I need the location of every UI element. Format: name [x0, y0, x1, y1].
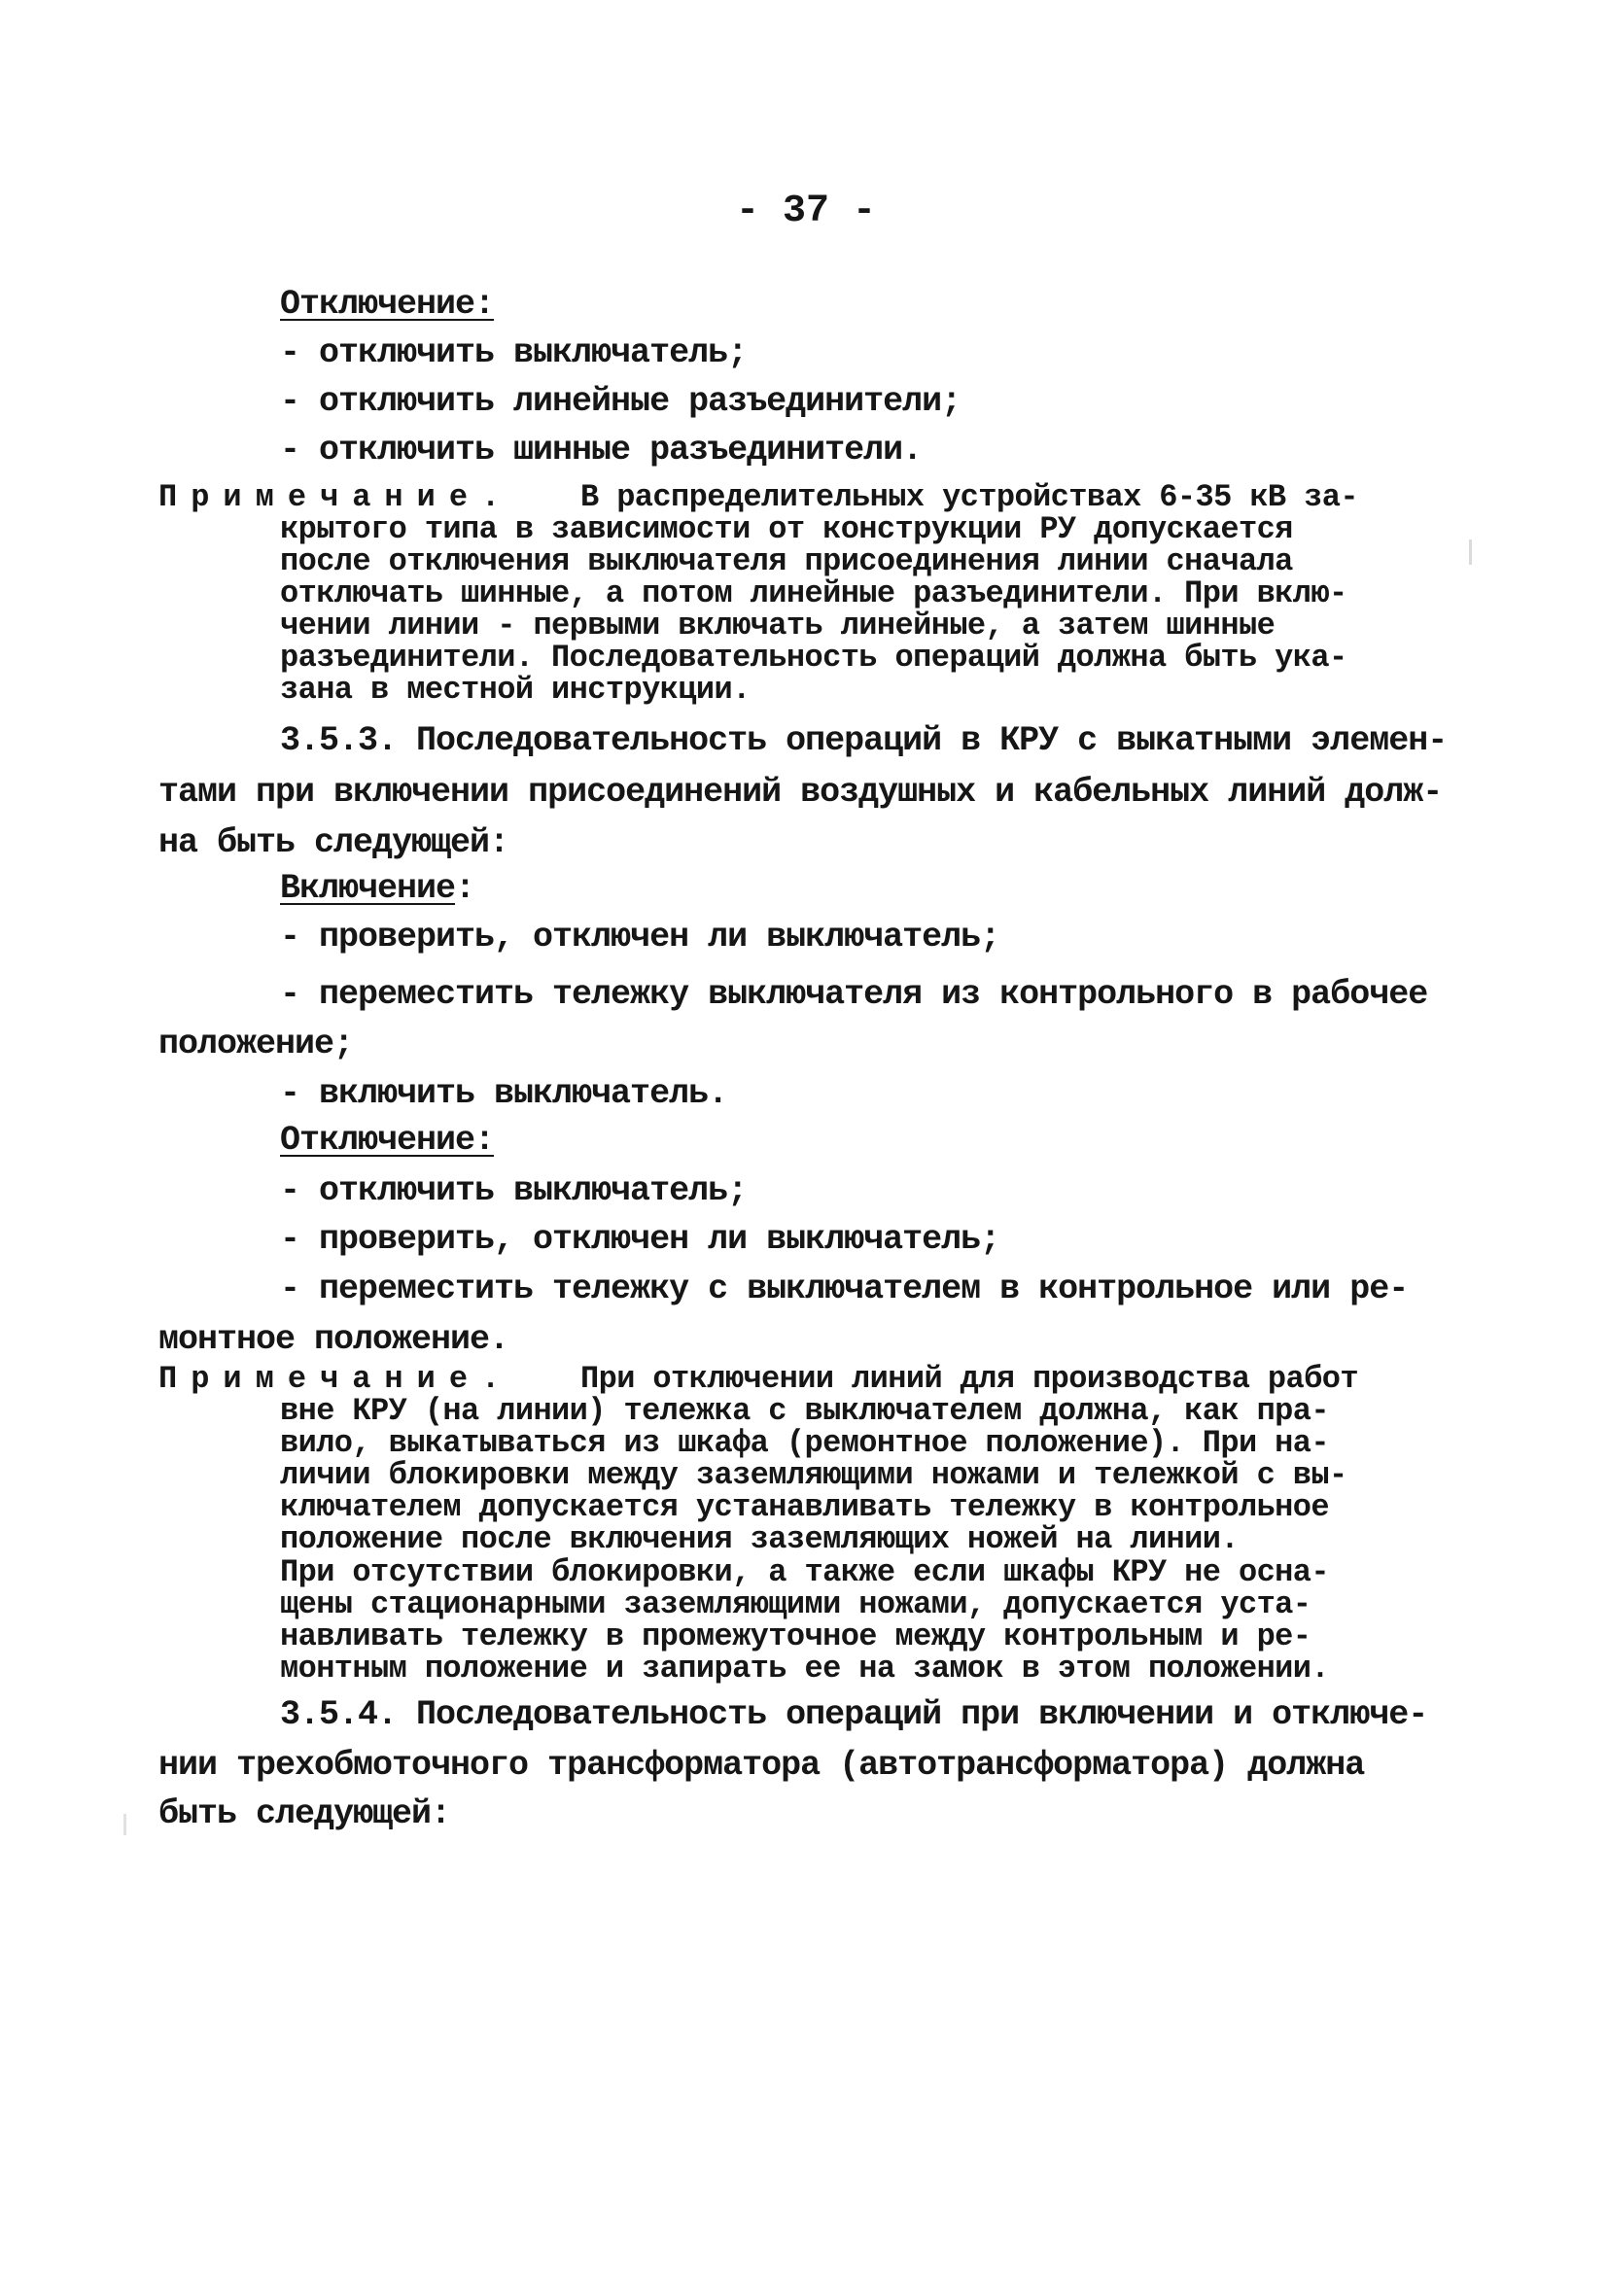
note-line: отключать шинные, а потом линейные разъединители. При вклю-	[280, 575, 1347, 611]
list-item: - отключить шинные разъединители.	[280, 431, 923, 470]
note-line: вне КРУ (на линии) тележка с выключателем должна, как пра-	[280, 1393, 1329, 1429]
list-item: - отключить линейные разъединители;	[280, 382, 961, 421]
heading-connect-text: Включение	[280, 869, 456, 908]
note-label: Примечание.	[158, 479, 514, 515]
note-line: вило, выкатываться из шкафа (ремонтное положение). При на-	[280, 1425, 1329, 1461]
page-number: - 37 -	[736, 190, 877, 233]
paragraph-line: на быть следующей:	[158, 823, 509, 862]
heading-disconnect-1: Отключение:	[280, 285, 495, 324]
paragraph-line: тами при включении присоединений воздушных и кабельных линий долж-	[158, 773, 1443, 812]
list-item: - отключить выключатель;	[280, 1171, 748, 1210]
heading-connect	[280, 869, 474, 908]
list-item: - проверить, отключен ли выключатель;	[280, 918, 1000, 957]
scan-mark	[123, 1814, 126, 1835]
note-line: ключателем допускается устанавливать тележку в контрольное	[280, 1489, 1329, 1525]
note-line: В распределительных устройствах 6-35 кВ за-	[580, 479, 1358, 515]
note-line: личии блокировки между заземляющими ножами и тележкой с вы-	[280, 1457, 1347, 1493]
note-line: разъединители. Последовательность операций должна быть ука-	[280, 640, 1347, 676]
note-line: При отключении линий для производства работ	[580, 1361, 1358, 1397]
note-line: щены стационарными заземляющими ножами, допускается уста-	[280, 1586, 1311, 1622]
paragraph-line: 3.5.3. Последовательность операций в КРУ с выкатными элемен-	[280, 721, 1448, 760]
list-item: - включить выключатель.	[280, 1074, 728, 1113]
list-item: - проверить, отключен ли выключатель;	[280, 1220, 1000, 1259]
paragraph-line: нии трехобмоточного трансформатора (автотрансформатора) должна	[158, 1746, 1365, 1785]
heading-connect-colon: :	[455, 869, 475, 908]
list-item: - отключить выключатель;	[280, 333, 748, 372]
scan-mark	[1469, 539, 1472, 565]
note-line: При отсутствии блокировки, а также если шкафы КРУ не осна-	[280, 1554, 1329, 1590]
note-line: после отключения выключателя присоединения линии сначала	[280, 543, 1293, 579]
note-label: Примечание.	[158, 1361, 514, 1397]
paragraph-line: быть следующей:	[158, 1794, 451, 1833]
note-line: положение после включения заземляющих ножей на линии.	[280, 1521, 1239, 1557]
list-item: - переместить тележку выключателя из контрольного в рабочее	[280, 975, 1428, 1014]
list-item: - переместить тележку с выключателем в контрольное или ре-	[280, 1270, 1409, 1308]
note-line: монтным положение и запирать ее на замок в этом положении.	[280, 1651, 1329, 1687]
list-item-continuation: монтное положение.	[158, 1320, 509, 1359]
note-line: зана в местной инструкции.	[280, 672, 751, 708]
note-line: чении линии - первыми включать линейные, а затем шинные	[280, 608, 1276, 644]
paragraph-line: 3.5.4. Последовательность операций при включении и отключе-	[280, 1695, 1428, 1734]
note-line: крытого типа в зависимости от конструкции РУ допускается	[280, 511, 1293, 547]
list-item-continuation: положение;	[158, 1025, 354, 1063]
heading-disconnect-2: Отключение:	[280, 1121, 495, 1160]
note-line: навливать тележку в промежуточное между контрольным и ре-	[280, 1618, 1311, 1654]
